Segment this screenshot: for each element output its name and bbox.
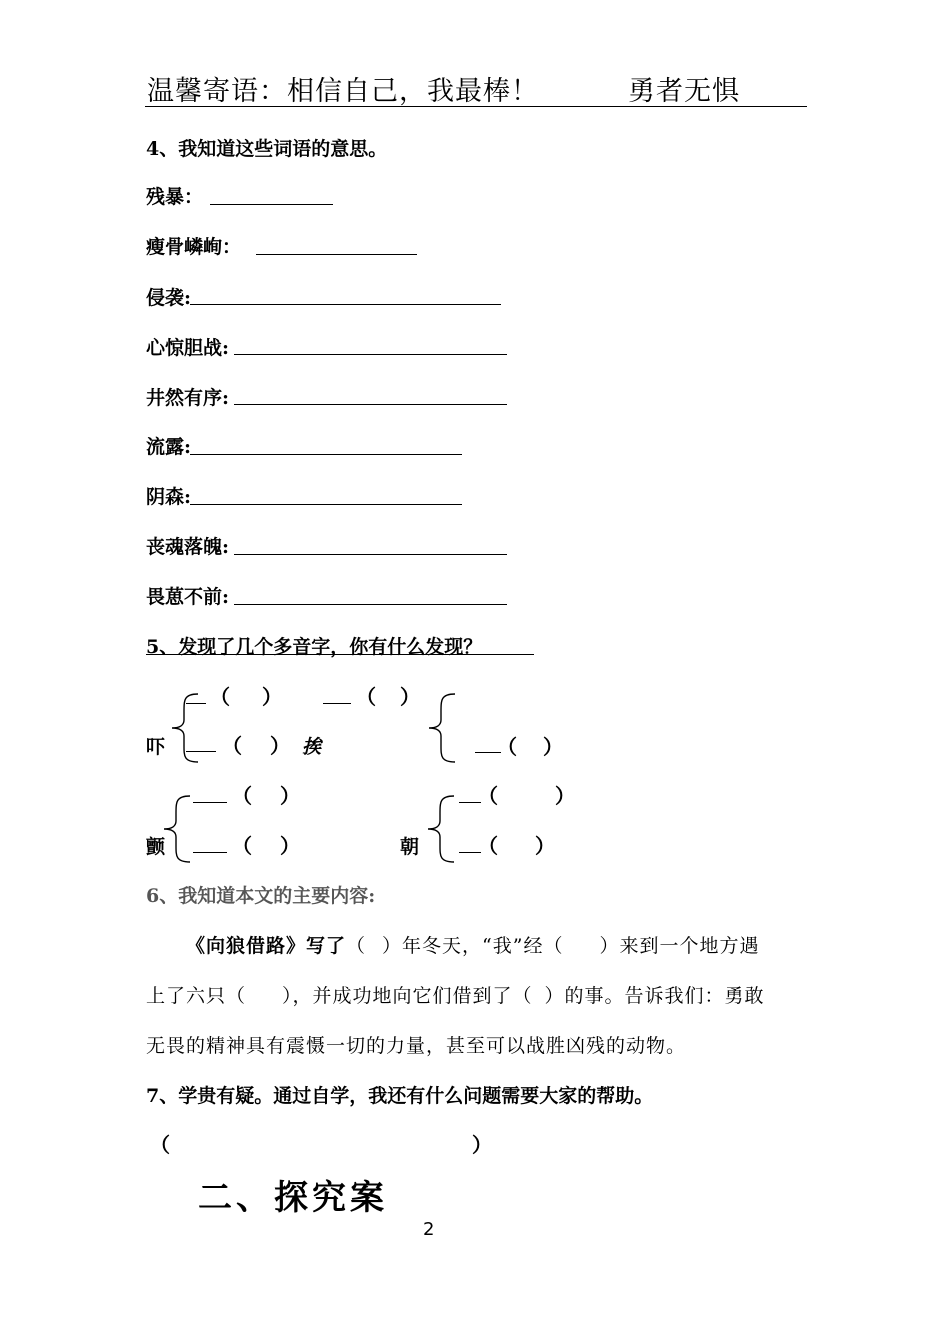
term-weixibuqian: 畏葸不前: [146, 586, 230, 608]
header-slogan: 温馨寄语：相信自己，我最棒！ [147, 76, 539, 107]
summary-text-1a: 写了 [306, 935, 347, 957]
question-7-title: 7、学贵有疑。通过自学，我还有什么问题需要大家的帮助。 [146, 1085, 654, 1107]
brace-ai [425, 692, 457, 764]
q7-answer-area[interactable] [180, 1128, 470, 1158]
char-chao: 朝 [400, 836, 420, 858]
term-liulu: 流露: [146, 436, 192, 458]
term-jingranyouxu: 井然有序: [146, 387, 230, 409]
summary-line-2 [146, 981, 765, 1008]
paren-open-chan-1: （ [232, 784, 252, 808]
book-title: 《向狼借路》 [186, 935, 307, 957]
paren-close-ai-2: ） [543, 735, 563, 759]
summary-text-1b: ）年冬天，“我”经（ [382, 935, 564, 957]
pinyin-blank-ai-1[interactable] [323, 703, 351, 704]
page-number: 2 [423, 1219, 435, 1240]
q7-paren-close: ） [472, 1133, 492, 1157]
summary-text-1c: ）来到一个地方遇 [599, 935, 760, 957]
answer-blank-liulu[interactable] [190, 454, 462, 455]
q7-paren-open: （ [150, 1133, 170, 1157]
summary-text-2a: 上了六只（ [146, 985, 247, 1007]
term-xinjingdanzhan: 心惊胆战: [146, 337, 230, 359]
answer-blank-yinsen[interactable] [190, 504, 462, 505]
paren-close-chao-2: ） [535, 834, 555, 858]
term-canbao: 残暴： [146, 186, 204, 208]
question-6-title: 6、我知道本文的主要内容: [146, 885, 376, 907]
paren-open-xia-1: （ [210, 685, 230, 709]
paren-close-xia-1: ） [262, 685, 282, 709]
pinyin-blank-chan-1[interactable] [193, 802, 227, 803]
paren-close-xia-2: ） [270, 734, 290, 758]
paren-open-ai-1: （ [356, 685, 376, 709]
pinyin-blank-xia-1[interactable] [186, 703, 206, 704]
section-title: 二、探究案 [198, 1178, 388, 1218]
brace-chao [424, 794, 456, 864]
term-sanghunluopo: 丧魂落魄: [146, 536, 230, 558]
summary-line-1 [186, 931, 759, 958]
paren-open-chao-2: （ [478, 834, 498, 858]
answer-blank-qinxi[interactable] [190, 304, 501, 305]
paren-open-chan-2: （ [232, 834, 252, 858]
term-shougulinxun: 瘦骨嶙峋： [146, 236, 242, 258]
header-motto: 勇者无惧 [628, 76, 740, 107]
summary-text-2b: ），并成功地向它们借到了（ [282, 985, 533, 1007]
paren-open-ai-2: （ [497, 735, 517, 759]
answer-blank-jingranyouxu[interactable] [234, 404, 507, 405]
paren-close-chao-1: ） [555, 784, 575, 808]
summary-line-3: 无畏的精神具有震慑一切的力量，甚至可以战胜凶残的动物。 [146, 1035, 687, 1057]
answer-blank-weixibuqian[interactable] [234, 604, 507, 605]
pinyin-blank-xia-2[interactable] [186, 751, 216, 752]
answer-blank-shougulinxun[interactable] [256, 254, 417, 255]
summary-text-2c: ）的事。告诉我们：勇敢 [544, 985, 765, 1007]
char-xia: 吓 [146, 736, 166, 758]
term-yinsen: 阴森: [146, 486, 192, 508]
pinyin-blank-chan-2[interactable] [193, 852, 227, 853]
question-4-title: 4、我知道这些词语的意思。 [146, 138, 388, 160]
fill-blank-year[interactable]: （ [346, 935, 367, 957]
char-ai: 挨 [302, 736, 322, 758]
paren-close-chan-2: ） [280, 834, 300, 858]
header-rule [145, 106, 807, 107]
paren-close-chan-1: ） [280, 784, 300, 808]
paren-close-ai-1: ） [400, 685, 420, 709]
question-5-underline [146, 654, 534, 655]
answer-blank-canbao[interactable] [210, 204, 333, 205]
paren-open-xia-2: （ [222, 734, 242, 758]
question-5-title: 5、发现了几个多音字，你有什么发现？ [146, 636, 483, 658]
paren-open-chao-1: （ [478, 784, 498, 808]
char-chan: 颤 [146, 836, 166, 858]
term-qinxi: 侵袭: [146, 287, 192, 309]
answer-blank-xinjingdanzhan[interactable] [234, 354, 507, 355]
answer-blank-sanghunluopo[interactable] [234, 554, 507, 555]
